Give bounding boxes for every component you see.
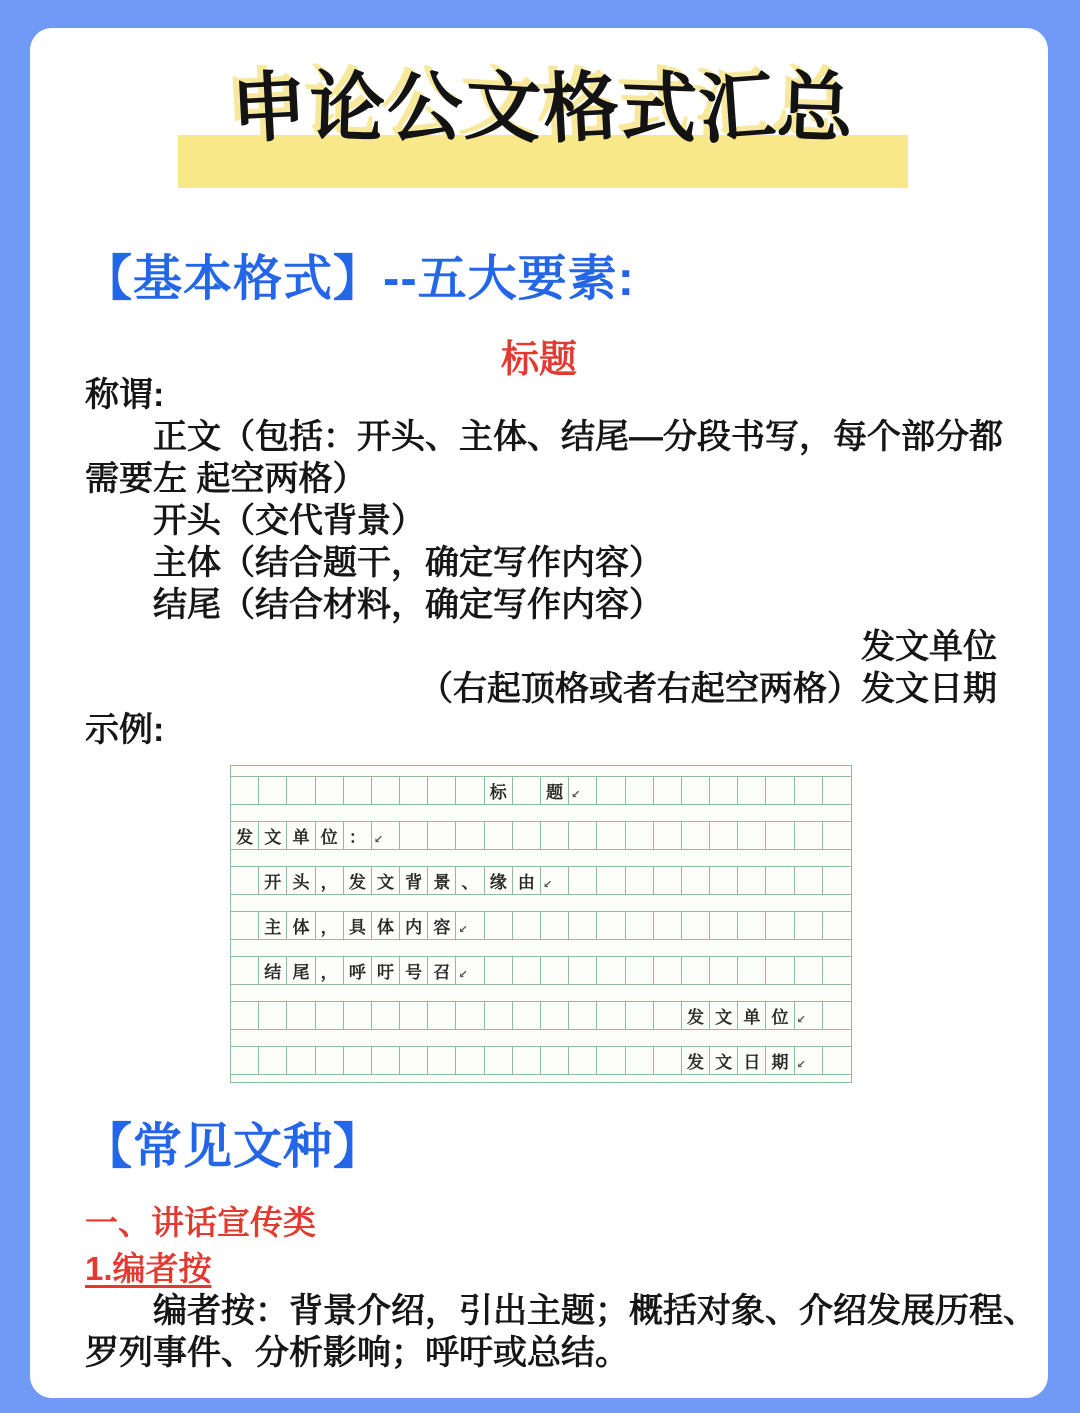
grid-row [231,1047,851,1075]
grid-cell: 文 [259,822,287,849]
title-char: 公 [385,64,467,153]
grid-cell: ， [316,957,344,984]
grid-cell [626,957,654,984]
grid-cell: 呼 [344,957,372,984]
grid-cell [766,912,794,939]
grid-cell [316,1002,344,1029]
section-heading-common-types: 【常见文种】 [83,1120,384,1174]
grid-cell: 单 [287,822,315,849]
text-line: 编者按：背景介绍，引出主题；概括对象、介绍发展历程、 [153,1292,1037,1330]
grid-cell: 发 [682,1002,710,1029]
grid-cell [541,957,569,984]
grid-cell [541,1002,569,1029]
grid-cell [795,867,823,894]
grid-cell [456,1002,484,1029]
grid-cell [541,912,569,939]
grid-cell: 由 [513,867,541,894]
grid-cell [795,822,823,849]
grid-cell [682,912,710,939]
grid-row [231,867,851,895]
grid-row [231,1002,851,1030]
grid-cell [569,822,597,849]
grid-cell [485,1047,513,1074]
title-char: 汇 [696,63,780,154]
grid-cell [823,867,851,894]
grid-cell: ↙ [456,957,484,984]
grid-cell: 文 [710,1002,738,1029]
grid-cell: 发 [231,822,259,849]
grid-cell [682,957,710,984]
grid-cell: 景 [428,867,456,894]
grid-cell [682,777,710,804]
grid-cell [597,1002,625,1029]
grid-row [231,912,851,940]
grid-cell [710,867,738,894]
grid-cell: 题 [541,777,569,804]
grid-cell [485,957,513,984]
grid-cell [513,822,541,849]
title-char: 总 [775,64,857,153]
grid-cell [626,867,654,894]
grid-cell: 位 [316,822,344,849]
subtitle-biaoti: 标题 [500,339,577,381]
grid-cell [710,912,738,939]
grid-cell: ↙ [456,912,484,939]
grid-cell: 召 [428,957,456,984]
grid-cell [400,1047,428,1074]
grid-cell [287,1002,315,1029]
grid-cell: 开 [259,867,287,894]
grid-cell [456,1047,484,1074]
grid-cell: 背 [400,867,428,894]
grid-cell [344,777,372,804]
grid-cell: 具 [344,912,372,939]
grid-cell: ： [344,822,372,849]
grid-cell [738,912,766,939]
grid-cell [513,1047,541,1074]
grid-cell [654,1047,682,1074]
text-line: （右起顶格或者右起空两格）发文日期 [419,670,997,708]
grid-cell [654,957,682,984]
grid-cell [710,777,738,804]
grid-cell [710,822,738,849]
grid-cell [569,912,597,939]
grid-cell [597,912,625,939]
grid-cell: ↙ [795,1002,823,1029]
grid-cell: 发 [344,867,372,894]
grid-cell [456,822,484,849]
grid-cell [456,777,484,804]
grid-row [231,822,851,850]
category-heading-speech-publicity: 一、讲话宣传类 [85,1204,316,1241]
grid-row [231,957,851,985]
grid-cell [597,957,625,984]
grid-cell [823,1002,851,1029]
grid-cell [372,1047,400,1074]
grid-cell [654,777,682,804]
grid-cell [428,822,456,849]
grid-cell: 缘 [485,867,513,894]
grid-cell [823,1047,851,1074]
grid-cell [654,822,682,849]
grid-cell: 体 [372,912,400,939]
grid-cell: 位 [766,1002,794,1029]
grid-cell [626,777,654,804]
grid-cell [513,777,541,804]
grid-cell [626,1002,654,1029]
grid-cell [682,822,710,849]
grid-cell [400,777,428,804]
text-line: 正文（包括：开头、主体、结尾—分段书写，每个部分都 [153,418,1003,456]
grid-cell [316,777,344,804]
grid-cell [766,822,794,849]
grid-cell [259,1002,287,1029]
content-card [30,28,1048,1398]
grid-gap-row [231,850,851,867]
grid-cell [231,1047,259,1074]
text-line: 需要左 起空两格） [85,460,367,498]
grid-cell: 头 [287,867,315,894]
grid-cell [513,1002,541,1029]
grid-cell [823,777,851,804]
title-char: 申 [228,64,312,153]
text-line: 称谓: [85,376,165,414]
editors-note-text [85,1290,1037,1374]
grid-cell [231,777,259,804]
grid-cell [400,822,428,849]
grid-cell: ↙ [569,777,597,804]
grid-cell [626,822,654,849]
grid-cell [766,777,794,804]
grid-cell [541,822,569,849]
grid-cell [344,1047,372,1074]
grid-cell [428,777,456,804]
grid-cell [626,912,654,939]
grid-cell [569,957,597,984]
grid-cell [597,1047,625,1074]
grid-cell: 号 [400,957,428,984]
grid-cell [766,867,794,894]
grid-gap-row [231,1030,851,1047]
grid-cell [485,1002,513,1029]
grid-cell [513,957,541,984]
grid-cell [344,1002,372,1029]
grid-cell [231,867,259,894]
grid-cell [823,822,851,849]
grid-cell: 体 [287,912,315,939]
grid-cell [682,867,710,894]
grid-cell [231,957,259,984]
grid-gap-row [231,805,851,822]
grid-cell: ， [316,867,344,894]
grid-cell: 单 [738,1002,766,1029]
grid-gap-row [231,895,851,912]
grid-cell [485,912,513,939]
grid-cell [372,1002,400,1029]
grid-cell: 期 [766,1047,794,1074]
grid-cell: 吁 [372,957,400,984]
grid-cell [597,867,625,894]
basic-format-text [85,374,1003,710]
title-char: 式 [619,64,701,153]
grid-cell [738,822,766,849]
grid-cell [795,912,823,939]
title-char: 论 [307,64,389,153]
grid-cell: 发 [682,1047,710,1074]
text-line: 开头（交代背景） [153,502,425,540]
grid-top-band [231,766,851,777]
grid-cell [626,1047,654,1074]
grid-cell: ↙ [372,822,400,849]
grid-cell [372,777,400,804]
grid-cell [541,1047,569,1074]
grid-cell [738,957,766,984]
grid-cell [738,777,766,804]
section-heading-basic-format: 【基本格式】--五大要素: [83,252,635,306]
grid-cell: 文 [710,1047,738,1074]
grid-cell: 内 [400,912,428,939]
grid-cell: 尾 [287,957,315,984]
example-grid-image [230,765,852,1083]
text-line: 主体（结合题干，确定写作内容） [153,544,663,582]
grid-cell: 日 [738,1047,766,1074]
grid-cell [231,1002,259,1029]
grid-cell: ， [316,912,344,939]
grid-cell [654,912,682,939]
grid-gap-row [231,940,851,957]
grid-cell [766,957,794,984]
text-line: 发文单位 [861,628,997,666]
grid-cell [654,867,682,894]
grid-cell [795,777,823,804]
grid-cell [823,912,851,939]
grid-cell [513,912,541,939]
grid-cell [710,957,738,984]
page-title [178,63,908,154]
grid-cell [654,1002,682,1029]
text-line: 罗列事件、分析影响；呼吁或总结。 [85,1334,629,1372]
grid-cell [287,1047,315,1074]
example-label: 示例: [85,711,165,749]
title-char: 格 [540,64,624,153]
grid-cell [738,867,766,894]
grid-cell: ↙ [795,1047,823,1074]
grid-cell [316,1047,344,1074]
grid-cell [569,1002,597,1029]
grid-row [231,777,851,805]
grid-cell [485,822,513,849]
text-line: 结尾（结合材料，确定写作内容） [153,586,663,624]
grid-cell [428,1047,456,1074]
grid-cell [231,912,259,939]
grid-cell: 文 [372,867,400,894]
title-block [178,63,908,220]
grid-cell: 容 [428,912,456,939]
grid-cell: 主 [259,912,287,939]
grid-cell: 、 [456,867,484,894]
grid-gap-row [231,985,851,1002]
item-title-editors-note: 1.编者按 [85,1250,212,1287]
grid-cell [428,1002,456,1029]
grid-cell [287,777,315,804]
grid-cell [597,777,625,804]
grid-cell [795,957,823,984]
grid-cell [569,867,597,894]
grid-cell: 标 [485,777,513,804]
grid-cell: ↙ [541,867,569,894]
grid-cell [259,777,287,804]
grid-cell [400,1002,428,1029]
grid-cell [597,822,625,849]
grid-cell [823,957,851,984]
grid-cell: 结 [259,957,287,984]
grid-cell [259,1047,287,1074]
grid-cell [569,1047,597,1074]
title-char: 文 [462,64,546,153]
